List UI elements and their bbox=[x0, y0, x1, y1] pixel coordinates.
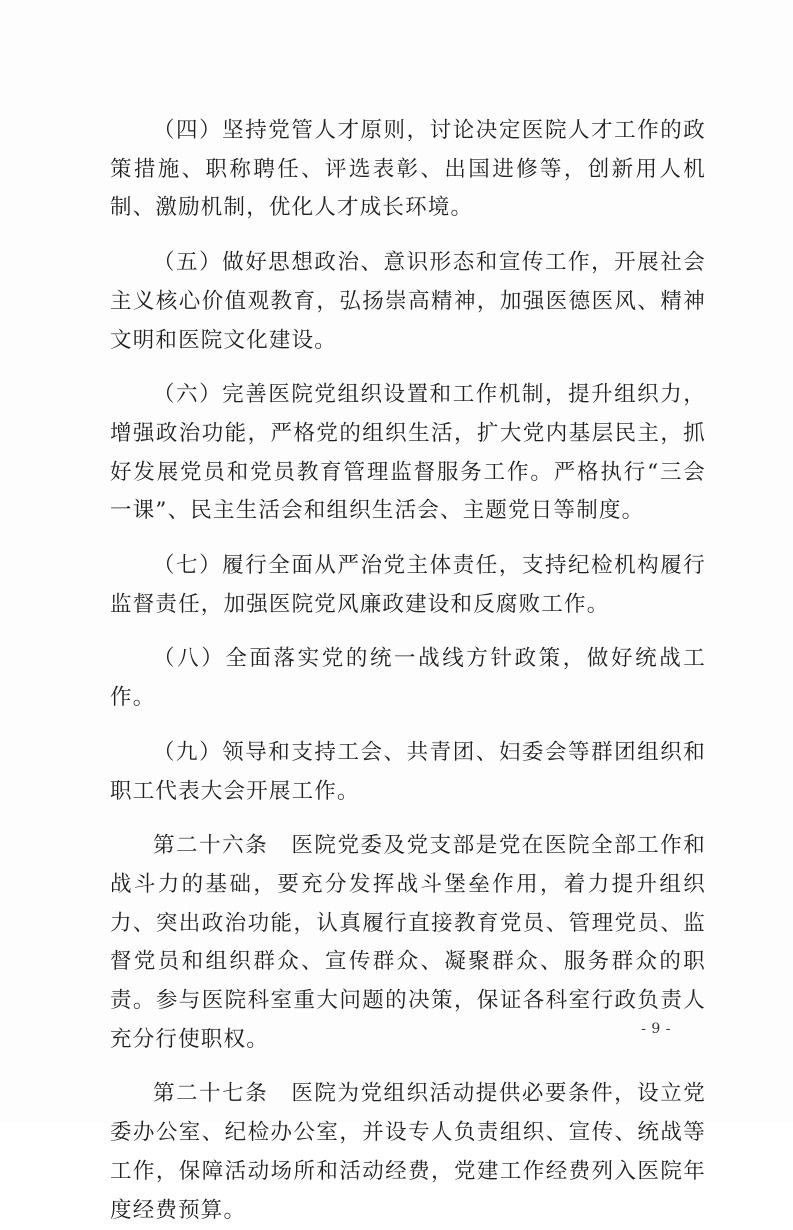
document-body bbox=[110, 112, 706, 1230]
paragraph-5: （五）做好思想政治、意识形态和宣传工作，开展社会主义核心价值观教育，弘扬崇高精神，加强医德医风、精神文明和医院文化建设。 bbox=[110, 250, 706, 353]
paragraph-7: （七）履行全面从严治党主体责任，支持纪检机构履行监督责任，加强医院党风廉政建设和反腐败工作。 bbox=[110, 553, 706, 617]
article-27: 第二十七条 医院为党组织活动提供必要条件，设立党委办公室、纪检办公室，并设专人负责组织、宣传、统战等工作，保障活动场所和活动经费，党建工作经费列入医院年度经费预算。 bbox=[110, 1081, 706, 1223]
paragraph-9: （九）领导和支持工会、共青团、妇委会等群团组织和职工代表大会开展工作。 bbox=[110, 739, 706, 804]
article-26: 第二十六条 医院党委及党支部是党在医院全部工作和战斗力的基础，要充分发挥战斗堡垒作用，着力提升组织力、突出政治功能，认真履行直接教育党员、管理党员、监督党员和组织群众、宣传群众、凝聚群众、服务群众的职责。参与医院科室重大问题的决策，保证各科室行政负责人充分行使职权。 bbox=[110, 833, 706, 1052]
paragraph-4: （四）坚持党管人才原则，讨论决定医院人才工作的政策措施、职称聘任、评选表彰、出国进修等，创新用人机制、激励机制，优化人才成长环境。 bbox=[110, 118, 706, 221]
paragraph-6: （六）完善医院党组织设置和工作机制，提升组织力，增强政治功能，严格党的组织生活，扩大党内基层民主，抓好发展党员和党员教育管理监督服务工作。严格执行“三会一课”、民主生活会和组织生活会、主题党日等制度。 bbox=[110, 382, 706, 524]
page-number: - 9 - bbox=[641, 1021, 671, 1037]
paragraph-8: （八）全面落实党的统一战线方针政策，做好统战工作。 bbox=[110, 646, 706, 711]
